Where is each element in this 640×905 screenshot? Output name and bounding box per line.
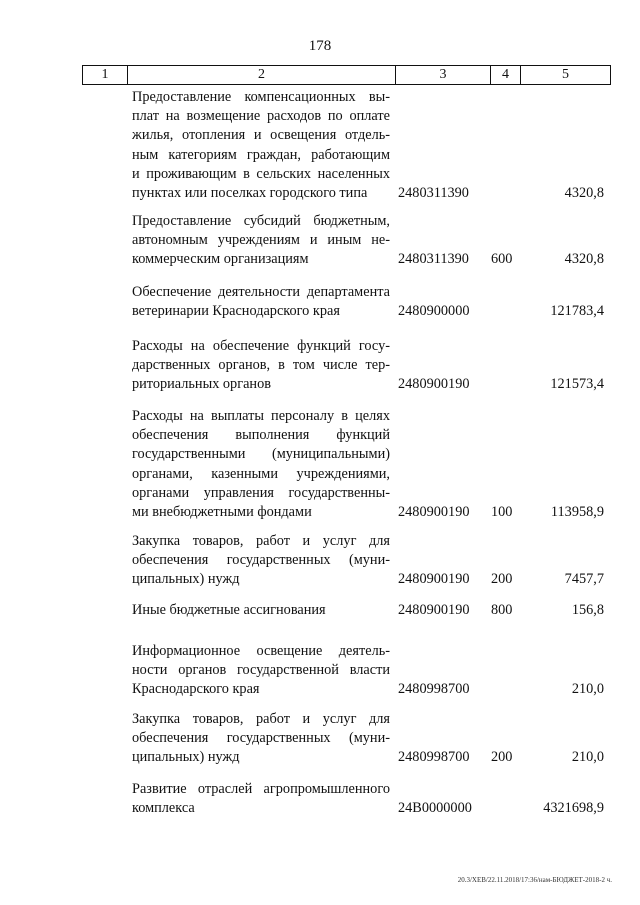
- header-col-2: 2: [128, 66, 396, 85]
- row-name-line: комплекса: [132, 800, 195, 817]
- row-target-code: 24В0000000: [398, 800, 472, 817]
- header-col-4: 4: [491, 66, 521, 85]
- row-amount: 121783,4: [550, 303, 604, 320]
- row-name-line: Закупка товаров, работ и услуг для: [132, 711, 390, 727]
- row-name-line: ным категориям граждан, работающим: [132, 146, 390, 163]
- row-expense-type: 600: [491, 251, 513, 268]
- row-name-line: жилья, отопления и освещения отдель-: [132, 127, 390, 144]
- row-name-line: ципальных) нужд: [132, 571, 240, 588]
- row-name-line: Информационное освещение деятель-: [132, 643, 390, 659]
- row-name-line: автономным учреждениям и иным не-: [132, 232, 390, 249]
- row-target-code: 2480900190: [398, 376, 470, 393]
- row-amount: 4320,8: [564, 185, 604, 201]
- row-target-code: 2480900190: [398, 504, 470, 520]
- row-amount: 4321698,9: [543, 800, 604, 817]
- row-name-line: ми внебюджетными фондами: [132, 504, 312, 521]
- row-name: [132, 532, 390, 590]
- row-name-line: коммерческим организациям: [132, 251, 309, 268]
- row-name-line: Предоставление субсидий бюджетным,: [132, 213, 390, 229]
- row-name: [132, 407, 390, 522]
- row-name-line: Закупка товаров, работ и услуг для: [132, 533, 390, 549]
- row-expense-type: 100: [491, 504, 513, 520]
- row-name: [132, 710, 390, 768]
- row-name-line: обеспечения выполнения функций: [132, 427, 390, 444]
- row-expense-type: 800: [491, 602, 513, 618]
- row-name: [132, 212, 390, 270]
- row-name: [132, 337, 390, 395]
- row-name: [132, 780, 390, 818]
- row-name-line: органами, казенными учреждениями,: [132, 465, 390, 482]
- row-name-line: обеспечения государственных (муни-: [132, 730, 390, 747]
- header-col-1: 1: [83, 66, 128, 85]
- row-name: [132, 601, 390, 620]
- row-expense-type: 200: [491, 571, 513, 588]
- row-name-line: органами управления государственны-: [132, 484, 390, 501]
- row-target-code: 2480998700: [398, 749, 470, 766]
- row-name-line: Иные бюджетные ассигнования: [132, 602, 326, 618]
- row-name-line: и проживающим в сельских населенных: [132, 165, 390, 182]
- row-name-line: обеспечения государственных (муни-: [132, 552, 390, 569]
- row-name: [132, 283, 390, 321]
- row-name-line: Предоставление компенсационных вы-: [132, 89, 390, 105]
- row-amount: 7457,7: [564, 571, 604, 588]
- row-name-line: Расходы на обеспечение функций госу-: [132, 338, 390, 354]
- row-amount: 4320,8: [564, 251, 604, 268]
- row-name-line: плат на возмещение расходов по оплате: [132, 108, 390, 125]
- row-target-code: 2480311390: [398, 251, 469, 268]
- row-name-line: дарственных органов, в том числе тер-: [132, 357, 390, 374]
- row-name-line: ципальных) нужд: [132, 749, 240, 766]
- row-name-line: риториальных органов: [132, 376, 271, 393]
- row-name-line: Обеспечение деятельности департамента: [132, 284, 390, 300]
- header-col-5: 5: [521, 66, 611, 85]
- row-name-line: Расходы на выплаты персоналу в целях: [132, 408, 390, 424]
- row-name-line: ветеринарии Краснодарского края: [132, 303, 340, 320]
- row-name-line: пунктах или поселках городского типа: [132, 185, 368, 202]
- row-name-line: государственными (муниципальными): [132, 446, 390, 463]
- column-header-table: [82, 65, 611, 85]
- row-name: [132, 642, 390, 700]
- row-amount: 210,0: [571, 681, 604, 698]
- document-footer: 20.3/ХЕВ/22.11.2018/17:36/нам-БЮДЖЕТ-2018-2 ч.: [457, 876, 612, 884]
- row-target-code: 2480900190: [398, 571, 470, 588]
- row-target-code: 2480311390: [398, 185, 469, 201]
- row-amount: 113958,9: [550, 504, 604, 520]
- row-name-line: ности органов государственной власти: [132, 662, 390, 679]
- header-col-3: 3: [396, 66, 491, 85]
- row-name: [132, 88, 390, 203]
- row-expense-type: 200: [491, 749, 513, 766]
- row-target-code: 2480998700: [398, 681, 470, 698]
- row-target-code: 2480900190: [398, 602, 470, 618]
- row-name-line: Развитие отраслей агропромышленного: [132, 781, 390, 797]
- row-amount: 210,0: [571, 749, 604, 766]
- row-amount: 121573,4: [550, 376, 604, 393]
- column-header-row: [83, 66, 611, 85]
- row-name-line: Краснодарского края: [132, 681, 260, 698]
- page-number: 178: [308, 38, 332, 54]
- row-target-code: 2480900000: [398, 303, 470, 320]
- row-amount: 156,8: [571, 602, 604, 618]
